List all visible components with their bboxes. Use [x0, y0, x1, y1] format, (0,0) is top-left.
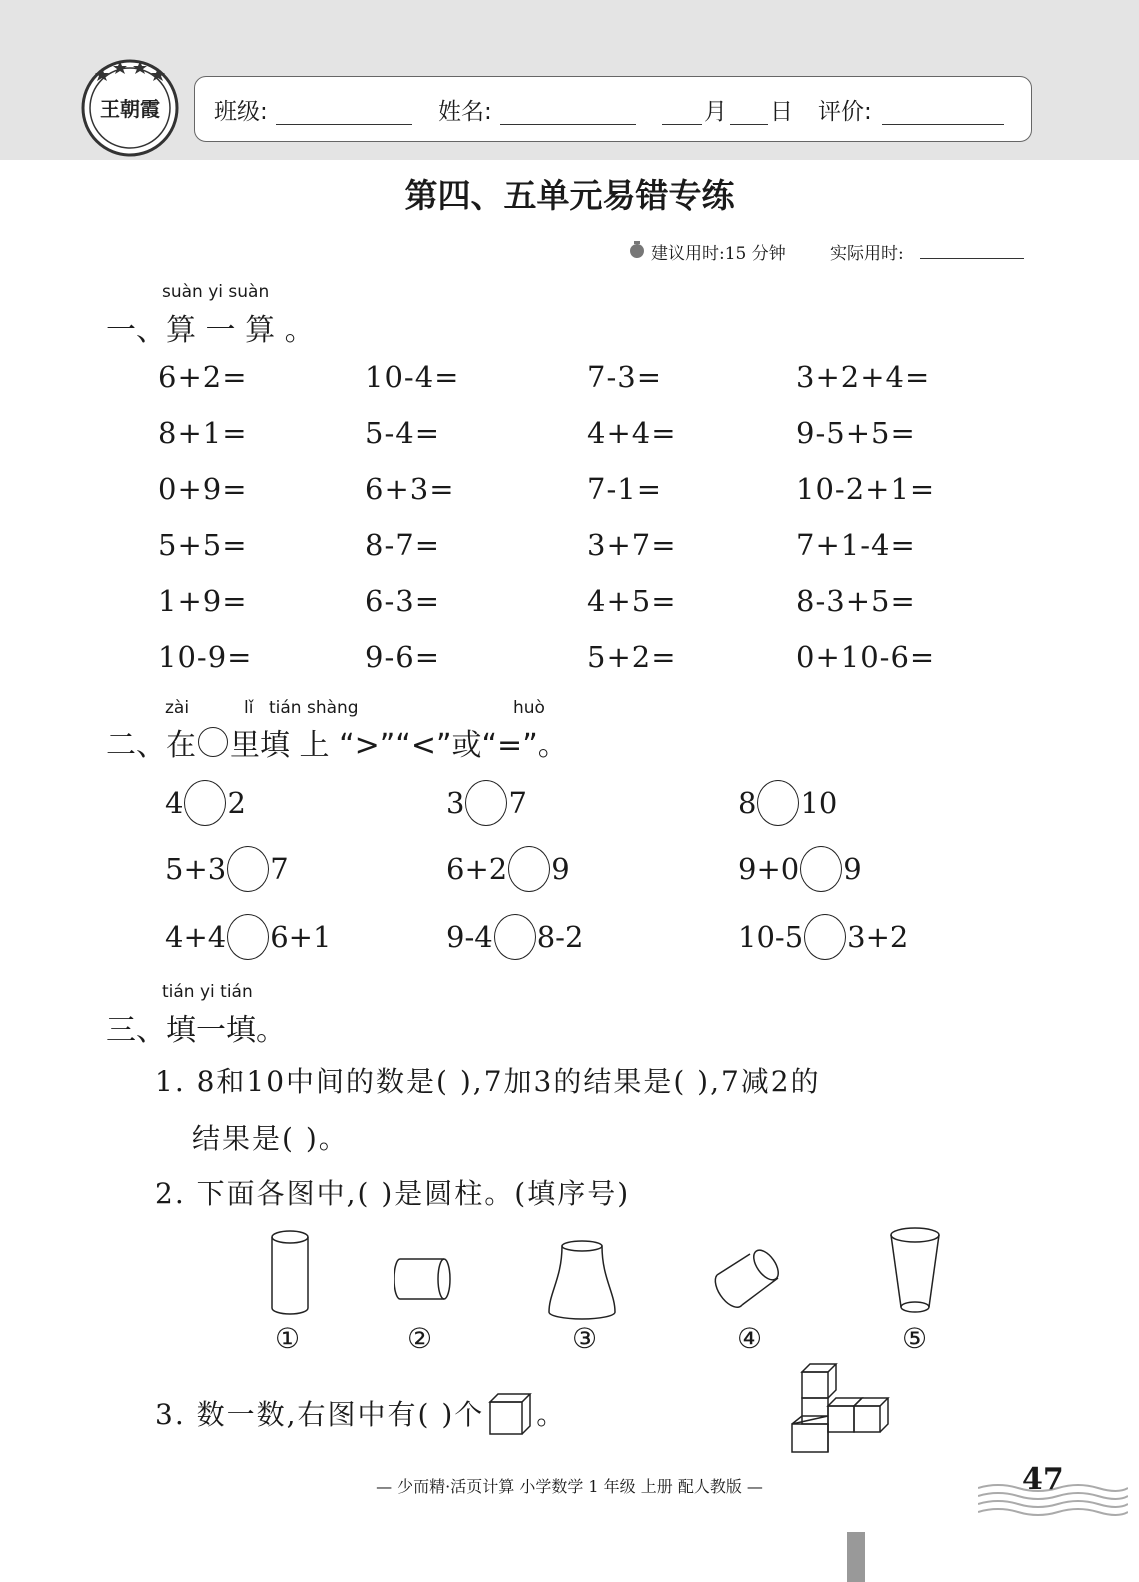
right-expression: 10: [800, 786, 838, 820]
equation: 3+2+4=: [796, 360, 931, 394]
right-expression: 3+2: [847, 920, 909, 954]
answer-circle[interactable]: [227, 914, 269, 960]
clock-icon: [627, 240, 647, 260]
circle-symbol: [198, 727, 228, 757]
equation: 8-7=: [365, 528, 440, 562]
question-3-text: 3. 数一数,右图中有( )个: [155, 1398, 485, 1431]
equation: 10-9=: [158, 640, 253, 674]
right-expression: 2: [227, 786, 246, 820]
answer-circle[interactable]: [804, 914, 846, 960]
comparison-item: [446, 846, 570, 892]
eval-label: 评价:: [818, 99, 872, 125]
day-field[interactable]: [730, 96, 768, 125]
left-expression: 9-4: [446, 920, 493, 954]
comparison-item: [446, 914, 583, 960]
day-label: 日: [770, 99, 793, 125]
equation: 5+2=: [587, 640, 677, 674]
answer-circle[interactable]: [508, 846, 550, 892]
answer-circle[interactable]: [465, 780, 507, 826]
right-expression: 7: [270, 852, 289, 886]
question-3-end: 。: [536, 1398, 567, 1431]
class-label: 班级:: [214, 99, 268, 125]
equation: 7+1-4=: [796, 528, 916, 562]
equation: 1+9=: [158, 584, 248, 618]
name-field[interactable]: [500, 96, 636, 125]
answer-circle[interactable]: [227, 846, 269, 892]
pinyin-zai: zài: [165, 698, 190, 718]
pinyin-li: lǐ: [244, 698, 254, 718]
answer-circle[interactable]: [494, 914, 536, 960]
shape-label-5: ⑤: [902, 1322, 928, 1355]
answer-circle[interactable]: [757, 780, 799, 826]
question-3: [155, 1390, 566, 1436]
left-expression: 3: [446, 786, 465, 820]
section3-heading: 三、填一填。: [106, 1013, 286, 1048]
page-number: 47: [1022, 1462, 1064, 1497]
shape-2-cylinder: [394, 1255, 456, 1305]
equation: 6-3=: [365, 584, 440, 618]
equation: 5-4=: [365, 416, 440, 450]
section3-pinyin: tián yi tián: [162, 982, 253, 1002]
equation: 5+5=: [158, 528, 248, 562]
right-expression: 8-2: [536, 920, 584, 954]
equation: 9-6=: [365, 640, 440, 674]
answer-circle[interactable]: [800, 846, 842, 892]
left-expression: 5+3: [165, 852, 227, 886]
left-expression: 6+2: [446, 852, 508, 886]
pinyin-huo: huò: [513, 698, 545, 718]
shape-label-2: ②: [407, 1322, 433, 1355]
shape-label-3: ③: [572, 1322, 598, 1355]
equation: 0+10-6=: [796, 640, 936, 674]
margin-marker: [847, 1532, 865, 1582]
answer-circle[interactable]: [184, 780, 226, 826]
right-expression: 9: [843, 852, 862, 886]
shape-5-cup: [887, 1225, 943, 1321]
class-field[interactable]: [276, 96, 412, 125]
equation: 4+5=: [587, 584, 677, 618]
publisher-logo: [80, 58, 180, 158]
section2-heading-b: 里填 上 “>”“<”或“=”。: [230, 728, 568, 763]
comparison-item: [165, 914, 331, 960]
stacked-cubes-figure: [786, 1362, 912, 1458]
shape-1-cylinder: [265, 1228, 315, 1320]
page-footer: — 少而精·活页计算 小学数学 1 年级 上册 配人教版 —: [376, 1477, 763, 1496]
cube-icon: [486, 1390, 534, 1436]
question-1-line1: 1. 8和10中间的数是( ),7加3的结果是( ),7减2的: [155, 1065, 821, 1098]
name-label: 姓名:: [438, 99, 492, 125]
month-field[interactable]: [662, 96, 702, 125]
section1-pinyin: suàn yi suàn: [162, 282, 270, 302]
left-expression: 9+0: [738, 852, 800, 886]
question-1-line2: 结果是( )。: [192, 1122, 349, 1155]
section2-heading: [106, 720, 568, 764]
left-expression: 10-5: [738, 920, 804, 954]
left-expression: 4: [165, 786, 184, 820]
pinyin-tianshang: tián shàng: [269, 698, 359, 718]
right-expression: 9: [551, 852, 570, 886]
equation: 7-1=: [587, 472, 662, 506]
comparison-item: [165, 846, 289, 892]
left-expression: 4+4: [165, 920, 227, 954]
section1-heading: 一、算 一 算 。: [106, 313, 315, 348]
right-expression: 6+1: [270, 920, 332, 954]
equation: 10-4=: [365, 360, 460, 394]
equation: 9-5+5=: [796, 416, 916, 450]
equation: 10-2+1=: [796, 472, 936, 506]
equation: 7-3=: [587, 360, 662, 394]
equation: 8+1=: [158, 416, 248, 450]
comparison-item: [738, 780, 837, 826]
question-2: 2. 下面各图中,( )是圆柱。(填序号): [155, 1177, 631, 1210]
actual-time-field[interactable]: [920, 258, 1024, 259]
equation: 6+2=: [158, 360, 248, 394]
logo-text: 王朝霞: [100, 97, 160, 121]
comparison-item: [738, 846, 862, 892]
shape-3-vase: [545, 1238, 619, 1322]
equation: 4+4=: [587, 416, 677, 450]
equation: 6+3=: [365, 472, 455, 506]
equation: 8-3+5=: [796, 584, 916, 618]
shape-label-1: ①: [275, 1322, 301, 1355]
comparison-item: [165, 780, 246, 826]
page-title: 第四、五单元易错专练: [404, 176, 735, 215]
equation: 3+7=: [587, 528, 677, 562]
right-expression: 7: [508, 786, 527, 820]
month-label: 月: [704, 99, 727, 125]
section2-heading-a: 二、在: [106, 728, 196, 763]
eval-field[interactable]: [882, 96, 1004, 125]
comparison-item: [446, 780, 527, 826]
equation: 0+9=: [158, 472, 248, 506]
actual-time-label: 实际用时:: [830, 244, 904, 264]
shape-label-4: ④: [737, 1322, 763, 1355]
comparison-item: [738, 914, 908, 960]
left-expression: 8: [738, 786, 757, 820]
suggested-time: 建议用时:15 分钟: [651, 244, 786, 264]
shape-4-tilted-cylinder: [712, 1245, 782, 1311]
